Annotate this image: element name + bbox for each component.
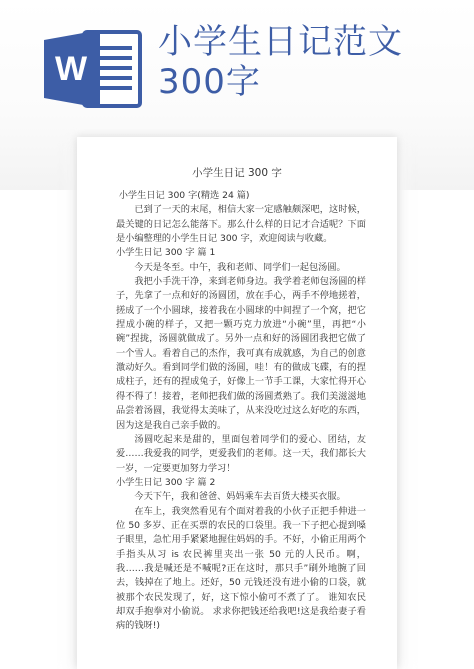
paragraph: 今天是冬至。中午，我和老师、同学们一起包汤圆。	[134, 261, 346, 273]
paragraph: 在车上，我突然看见有个面对着我的小伙子正把手伸进一位 50 多岁、正在买票的农民的口袋里。我一下子把心提到嗓子眼里，急忙用手紧紧地握住妈妈的手。不好，小偷正用两个手指头从习 is 农民裤里夹出一张 50 元的人民币。啊，我……我是喊还是不喊呢?正在这时，那只手”刷外地腕了回去，钱掉在了地上。还好，50 元钱还没有进小偷的口袋，就被那个农民发现了，好，这下惊小偷可不煮了了。 谁知农民却双手抱拳对小偷说。 求求你把钱还给我吧!这是我给妻子看病的钱呀!)	[116, 505, 366, 632]
page-title: 小学生日记范文300字	[158, 22, 403, 102]
paragraph: 我把小手洗干净，来到老师身边。我学着老师包汤圆的样子，先拿了一点和好的汤圆团，放在手心，两手不停地搓着，搓成了一个小圆球，接着我在小圆球的中间捏了一个窝，把它捏成小碗的样子，又把一颗巧克力放进“小碗”里，再把“小碗”捏拢，汤圆就做成了。另外一点和好的汤圆团我把它做了一个雪人。看着自己的杰作，我可真有成就感，为自己的创意激动好久。看到同学们做的汤圆，哇！有的做成飞碟，有的捏成柱子，还有的捏成兔子，好像上一节手工课，大家忙得开心得不得了！接着，老师把我们做的汤圆煮熟了。我们美滋滋地品尝着汤圆，我觉得太美味了，从来没吃过这么好吃的东西，因为这是我自己亲手做的。	[116, 276, 366, 431]
document-subtitle: 小学生日记 300 字(精选 24 篇)	[118, 190, 250, 201]
document-page	[77, 137, 397, 669]
document-title: 小学生日记 300 字	[192, 167, 282, 179]
paragraph: 汤圆吃起来是甜的，里面包着同学们的爱心、团结，友爱……我爱我的同学，更爱我们的老师。这一天，我们都长大一岁，一定要更加努力学习！	[116, 433, 366, 474]
document-body	[116, 189, 366, 634]
paragraph: 今天下午，我和爸爸、妈妈乘车去百货大楼买衣服。	[134, 491, 346, 503]
section-heading-1: 小学生日记 300 字 篇 1	[116, 247, 216, 259]
section-heading-2: 小学生日记 300 字 篇 2	[116, 476, 216, 488]
word-icon-letter: W	[54, 50, 88, 88]
intro-paragraph: 已到了一天的末尾，相信大家一定感触颇深吧，这时候，最关键的日记怎么能落下。那么什么样的日记才合适呢？下面是小编整理的小学生日记 300 字，欢迎阅读与收藏。	[116, 204, 366, 245]
word-document-icon	[44, 30, 144, 108]
